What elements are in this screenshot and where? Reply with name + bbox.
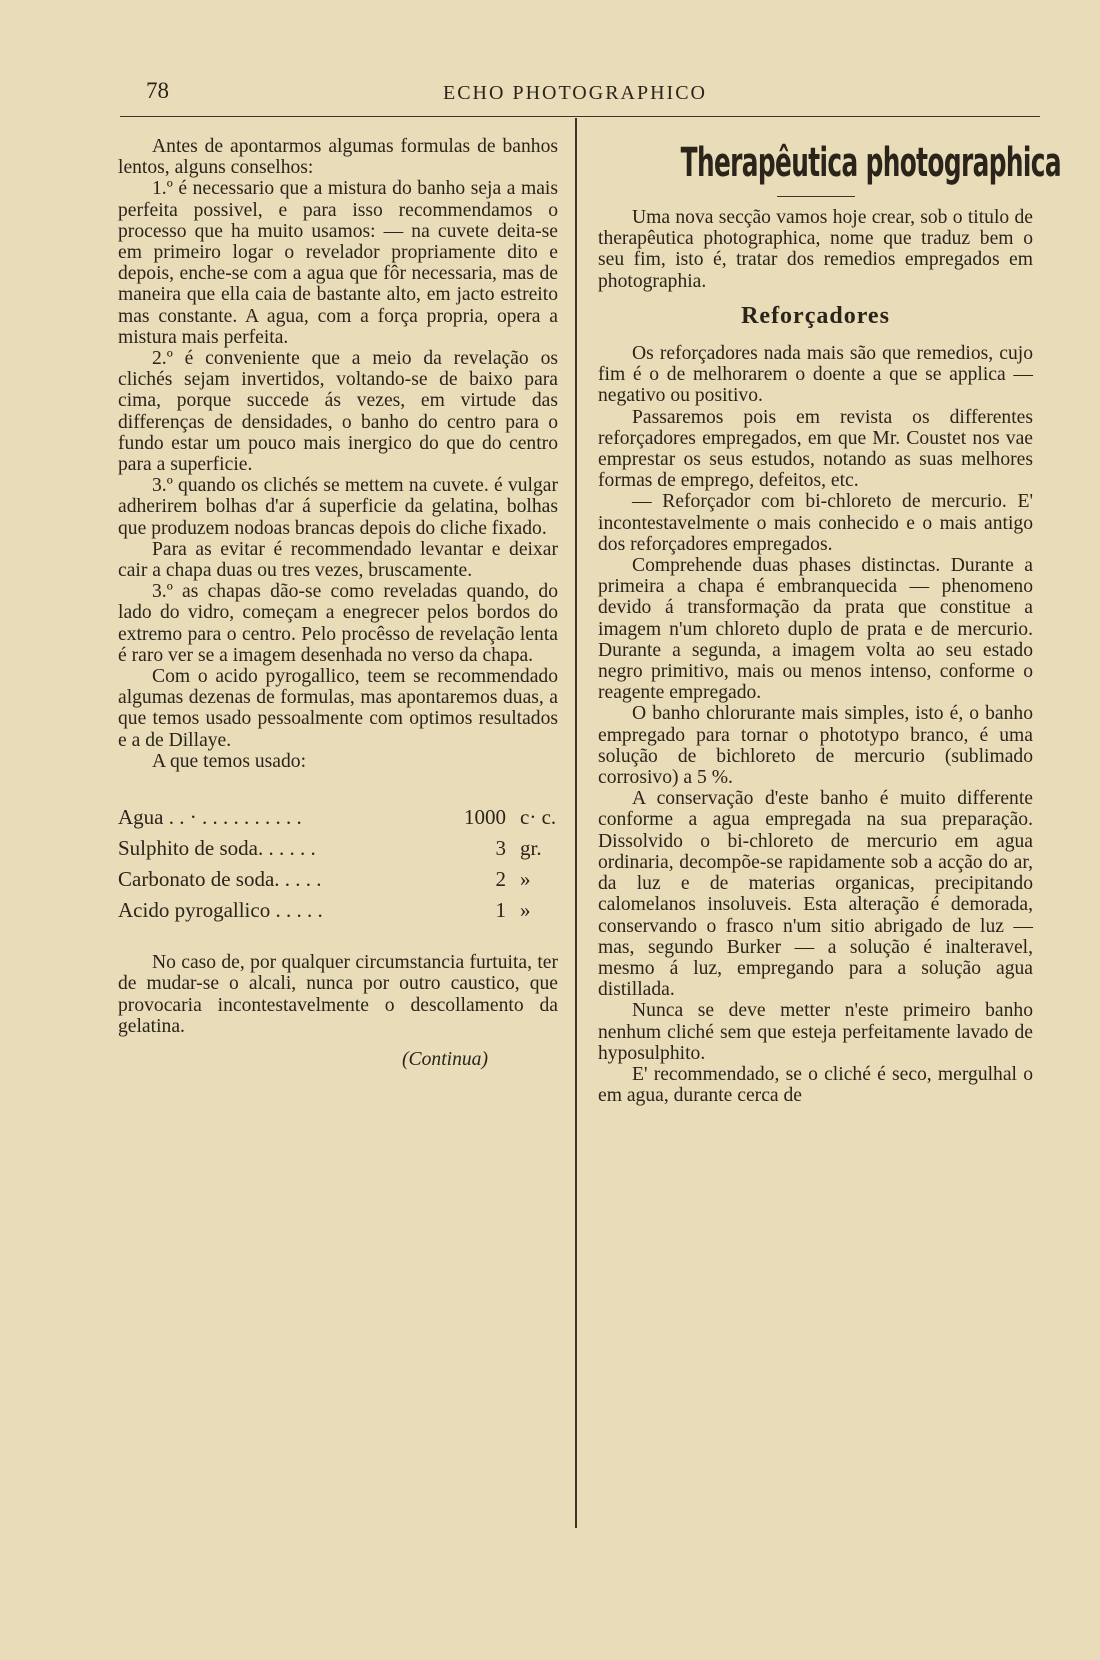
running-title: ECHO PHOTOGRAPHICO — [443, 82, 707, 104]
paragraph: Comprehende duas phases distinctas. Durante a primeira a chapa é embranquecida — phenomeno devido á transformação da prata que constitue a imagem n'um chloreto duplo de prata e de mercurio. Durante a segunda, a imagem volta ao seu estado negro primitivo, mais ou menos intenso, conforme o reagente empregado. — [598, 555, 1033, 704]
continua-note: (Continua) — [402, 1048, 488, 1070]
paragraph: Passaremos pois em revista os differentes reforçadores empregados, em que Mr. Coustet nos vae emprestar os seus estudos, notando as suas melhores formas de emprego, defeitos, etc. — [598, 406, 1033, 492]
paragraph: E' recommendado, se o cliché é seco, mergulhal o em agua, durante cerca de — [598, 1063, 1033, 1107]
paragraph: A conservação d'este banho é muito differente conforme a agua empregada na sua preparação. Dissolvido o bi-chloreto de mercurio em agua ordinaria, decompõe-se rapidamente sob a acção do ar, da luz e de materias organicas, precipitando calomelanos insoluveis. Esta alteração é demorada, conservando o frasco n'um sitio abrigado de luz — mas, segundo Burker — a solução é inalteravel, mesmo á luz, empregando para a solução agua distillada. — [598, 788, 1033, 1001]
header-rule — [120, 116, 1040, 117]
formula-unit: » — [520, 898, 531, 923]
left-column — [118, 136, 558, 1070]
paragraph: Os reforçadores nada mais são que remedios, cujo fim é o de melhorarem o doente a que se applica — negativo ou positivo. — [598, 343, 1033, 407]
formula-row — [118, 833, 558, 864]
formula-row — [118, 802, 558, 833]
paragraph: Antes de apontarmos algumas formulas de banhos lentos, alguns conselhos: — [118, 136, 558, 179]
section-heading: Reforçadores — [741, 302, 890, 329]
formula-quantity: 1 — [495, 898, 506, 923]
paragraph: — Reforçador com bi-chloreto de mercurio. E' incontestavelmente o mais conhecido e o mais antigo dos reforçadores empregados. — [598, 491, 1033, 555]
paragraph: Nunca se deve metter n'este primeiro banho nenhum cliché sem que esteja perfeitamente lavado de hyposulphito. — [598, 1000, 1033, 1064]
paragraph: 1.º é necessario que a mistura do banho seja a mais perfeita possivel, e para isso recommendamos o processo que ha muito usamos: — na cuvete deita-se em primeiro logar o revelador propriamente dito e depois, enche-se com a agua que fôr necessaria, mas de maneira que ella caia de bastante alto, em jacto estreito mas constante. A agua, com a força propria, opera a mistura mais perfeita. — [118, 178, 558, 348]
column-divider — [575, 118, 580, 1528]
paragraph: A que temos usado: — [152, 750, 307, 772]
paragraph: Uma nova secção vamos hoje crear, sob o titulo de therapêutica photographica, nome que traduz bem o seu fim, isto é, tratar dos remedios empregados em photographia. — [598, 207, 1033, 292]
formula-table — [118, 802, 558, 926]
paragraph: O banho chlorurante mais simples, isto é, o banho empregado para tornar o phototypo branco, é uma solução de bichloreto de mercurio (sublimado corrosivo) a 5 %. — [598, 703, 1033, 789]
paragraph: Com o acido pyrogallico, teem se recommendado algumas dezenas de formulas, mas apontaremos duas, a que temos usado pessoalmente com optimos resultados e a de Dillaye. — [118, 666, 558, 751]
formula-quantity: 3 — [495, 836, 506, 861]
page-number: 78 — [146, 78, 169, 103]
formula-row — [118, 895, 558, 926]
paragraph: 3.º quando os clichés se mettem na cuvete. é vulgar adherirem bolhas d'ar á superficie da gelatina, bolhas que produzem nodoas brancas depois do cliche fixado. — [118, 475, 558, 539]
article-title: Therapêutica photographica — [680, 140, 1061, 186]
formula-unit: » — [520, 867, 531, 892]
formula-ingredient: Sulphito de soda. . . . . . — [118, 836, 316, 861]
formula-unit: c· c. — [520, 805, 557, 830]
paragraph: 2.º é conveniente que a meio da revelação os clichés sejam invertidos, voltando-se de baixo para cima, porque succede ás vezes, em virtude das differenças de densidades, o banho do centro para o fundo estar um pouco mais inergico do que do centro para a superficie. — [118, 348, 558, 476]
title-rule — [777, 196, 855, 197]
formula-quantity: 2 — [495, 867, 506, 892]
formula-row — [118, 864, 558, 895]
formula-ingredient: Agua . . · . . . . . . . . . . — [118, 805, 302, 830]
paragraph: 3.º as chapas dão-se como reveladas quando, do lado do vidro, começam a enegrecer pelos bordos do extremo para o centro. Pelo procêsso de revelação lenta é raro ver se a imagem desenhada no verso da chapa. — [118, 581, 558, 666]
page-header — [120, 78, 1030, 112]
right-column — [598, 136, 1061, 1107]
paragraph: No caso de, por qualquer circumstancia furtuita, ter de mudar-se o alcali, nunca por outro caustico, que provocaria incontestavelmente o descollamento da gelatina. — [118, 952, 558, 1037]
formula-ingredient: Acido pyrogallico . . . . . — [118, 898, 323, 923]
paragraph: Para as evitar é recommendado levantar e deixar cair a chapa duas ou tres vezes, bruscamente. — [118, 538, 558, 582]
formula-quantity: 1000 — [464, 805, 506, 830]
formula-unit: gr. — [520, 836, 542, 861]
formula-ingredient: Carbonato de soda. . . . . — [118, 867, 322, 892]
